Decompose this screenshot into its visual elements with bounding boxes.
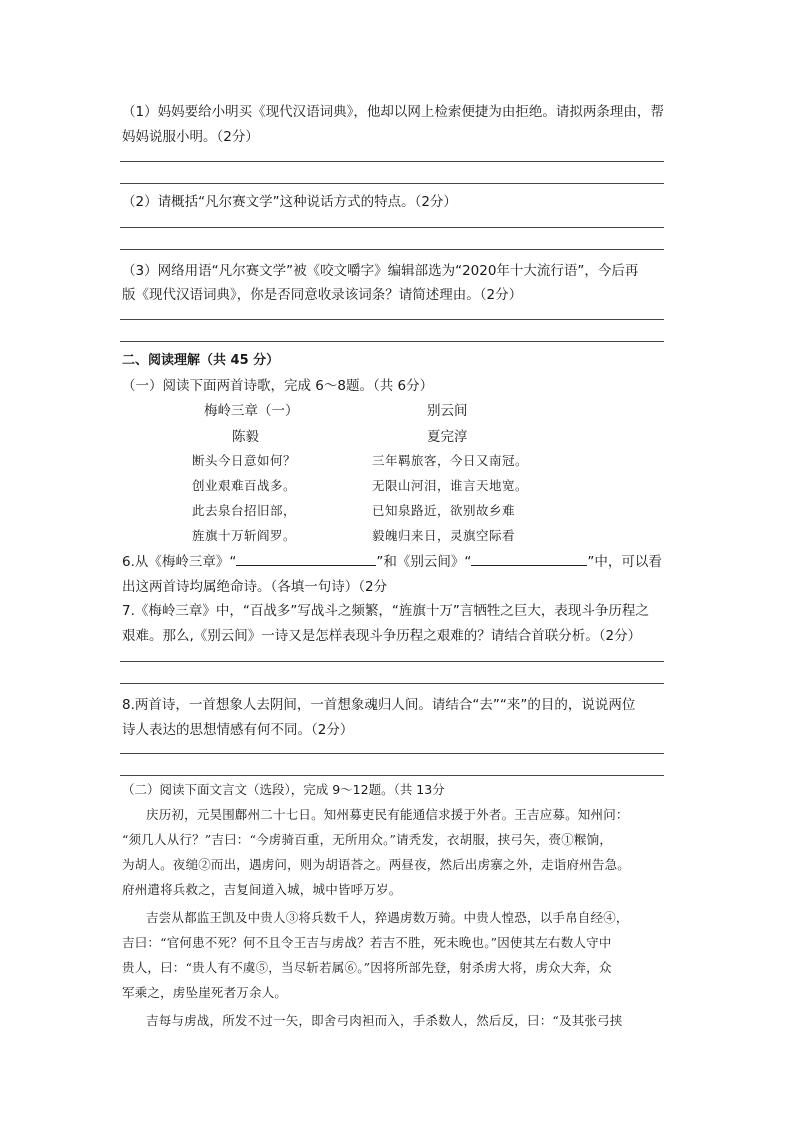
q2-line1: （2）请概括“凡尔赛文学”这种说话方式的特点。（2分） bbox=[122, 194, 457, 210]
classical-text-line: 吉曰：“官何患不死？何不且令王吉与虏战？若吉不胜，死未晚也。”因使其左右数人守中 bbox=[122, 935, 612, 950]
q8-answer-line-1[interactable] bbox=[120, 753, 664, 754]
classical-text-line: 军乘之，虏坠崖死者万余人。 bbox=[122, 985, 288, 1000]
q1-line1: （1）妈妈要给小明买《现代汉语词典》，他却以网上检索便捷为由拒绝。请拟两条理由，帮 bbox=[122, 104, 664, 120]
q3-answer-line-1[interactable] bbox=[120, 319, 664, 320]
q2-answer-line-2[interactable] bbox=[120, 249, 664, 250]
poem1-author: 陈毅 bbox=[232, 429, 259, 445]
classical-text-line: 吉每与虏战，所发不过一矢，即舍弓肉袒而入，手杀数人，然后反，曰：“及其张弓挟 bbox=[146, 1013, 623, 1028]
poem1-line: 此去泉台招旧部， bbox=[192, 503, 297, 518]
q6-line2: 出这两首诗均属绝命诗。（各填一句诗）（2分 bbox=[122, 579, 388, 595]
q2-answer-line-1[interactable] bbox=[120, 227, 664, 228]
poem2-author: 夏完淳 bbox=[427, 429, 468, 445]
classical-text-line: 贵人，曰：“贵人有不虞⑤，当尽斩若属⑥。”因将所部先登，射杀虏大将，虏众大奔，众 bbox=[122, 960, 612, 975]
q1-line2: 妈妈说服小明。（2分） bbox=[122, 129, 259, 145]
classical-text-line: 吉尝从都监王凯及中贵人③将兵数千人，猝遇虏数万骑。中贵人惶恐，以手帛自经④， bbox=[146, 910, 629, 925]
section2-title: 二、阅读理解（共 45 分） bbox=[122, 353, 280, 368]
part2-title: （二）阅读下面文言文（选段），完成 9～12题。（共 13分 bbox=[122, 782, 445, 797]
q6-line1 bbox=[122, 550, 662, 570]
poem2-title: 别云间 bbox=[427, 403, 468, 419]
classical-text-line: 庆历初，元昊围鄜州二十七日。知州募吏民有能通信求援于外者。王吉应募。知州问： bbox=[146, 807, 629, 822]
classical-text-line: “须几人从行？”吉曰：“今虏骑百重，无所用众。”请秃发，衣胡服，挟弓矢，赍①糇饷， bbox=[122, 832, 613, 847]
classical-text-line: 为胡人。夜缒②而出，遇虏问，则为胡语荅之。两昼夜，然后出虏寨之外，走诣府州告急。 bbox=[122, 857, 631, 872]
q6-part-b: ”和《别云间》“ bbox=[376, 554, 472, 570]
q7-line1: 7.《梅岭三章》中，“百战多”写战斗之频繁，“旌旗十万”言牺牲之巨大，表现斗争历程之 bbox=[122, 603, 649, 619]
q8-answer-line-2[interactable] bbox=[120, 775, 664, 776]
q3-line2: 版《现代汉语词典》，你是否同意收录该词条？请简述理由。（2分） bbox=[122, 287, 523, 303]
q6-part-c: ”中，可以看 bbox=[587, 554, 662, 570]
q6-blank-2[interactable] bbox=[471, 553, 587, 566]
q8-line1: 8.两首诗，一首想象人去阴间，一首想象魂归人间。请结合“去”“来”的目的，说说两位 bbox=[122, 697, 636, 713]
q1-answer-line-2[interactable] bbox=[120, 183, 664, 184]
q6-blank-1[interactable] bbox=[236, 553, 376, 566]
classical-text-line: 府州遣将兵救之，吉复间道入城，城中皆呼万岁。 bbox=[122, 882, 402, 897]
poem1-title: 梅岭三章（一） bbox=[204, 403, 299, 419]
q1-answer-line-1[interactable] bbox=[120, 161, 664, 162]
poem2-line: 已知泉路近，欲别故乡难 bbox=[372, 503, 516, 518]
section2-part1-title: （一）阅读下面两首诗歌，完成 6～8题。（共 6分） bbox=[122, 378, 434, 394]
poem1-line: 创业艰难百战多。 bbox=[192, 478, 297, 493]
poem2-line: 三年羁旅客，今日又南冠。 bbox=[372, 453, 529, 468]
q7-line2: 艰难。那么,《别云间》一诗又是怎样表现斗争历程之艰难的？请结合首联分析。（2分） bbox=[122, 628, 642, 644]
poem2-line: 毅魄归来日，灵旗空际看 bbox=[372, 528, 516, 543]
q7-answer-line-1[interactable] bbox=[120, 661, 664, 662]
q3-answer-line-2[interactable] bbox=[120, 341, 664, 342]
q3-line1: （3）网络用语“凡尔赛文学”被《咬文嚼字》编辑部选为“2020年十大流行语”，今后再 bbox=[122, 263, 639, 279]
poem2-line: 无限山河泪，谁言天地宽。 bbox=[372, 478, 529, 493]
q8-line2: 诗人表达的思想情感有何不同。（2分） bbox=[122, 722, 354, 738]
q6-part-a: 6.从《梅岭三章》“ bbox=[122, 554, 237, 570]
q7-answer-line-2[interactable] bbox=[120, 683, 664, 684]
poem1-line: 旌旗十万斩阎罗。 bbox=[192, 528, 297, 543]
poem1-line: 断头今日意如何？ bbox=[192, 453, 297, 468]
